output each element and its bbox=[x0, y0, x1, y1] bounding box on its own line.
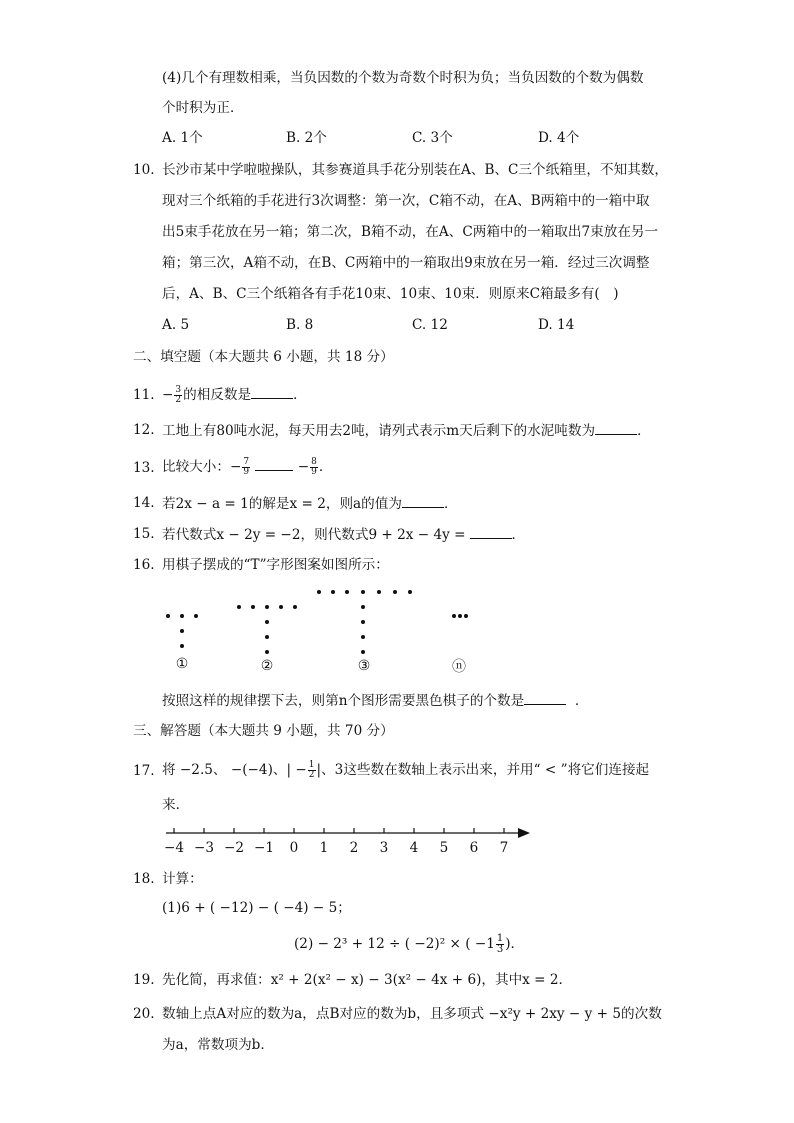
chess-piece bbox=[393, 590, 397, 594]
number-line-tick-label: 3 bbox=[379, 840, 389, 856]
q11-number: 11. bbox=[133, 387, 155, 403]
q19-number: 19. bbox=[133, 972, 155, 988]
q12-text: 工地上有80吨水泥，每天用去2吨，请列式表示m天后剩下的水泥吨数为 ． bbox=[162, 420, 651, 441]
number-line-tick-label: −1 bbox=[253, 840, 275, 856]
figure-label-3: ③ bbox=[357, 658, 371, 674]
q16-answer-blank[interactable] bbox=[524, 690, 566, 705]
chess-piece bbox=[194, 614, 198, 618]
q10-line2: 现对三个纸箱的手花进行3次调整：第一次，C箱不动，在A、B两箱中的一箱中取 bbox=[162, 193, 650, 209]
section-fill-in-title: 二、填空题（本大题共 6 小题，共 18 分） bbox=[133, 349, 394, 365]
q20-line1: 数轴上点A对应的数为a，点B对应的数为b，且多项式 −x²y + 2xy − y + 5的次数 bbox=[162, 1006, 662, 1022]
q9-statement-4-line2: 个时积为正． bbox=[162, 100, 244, 116]
number-line-ticks bbox=[174, 828, 504, 833]
q12-number: 12. bbox=[133, 422, 155, 438]
chess-piece bbox=[361, 635, 365, 639]
q10-line4: 箱；第三次，A箱不动，在B、C两箱中的一箱取出9束放在另一箱．经过三次调整 bbox=[162, 255, 650, 271]
q9-option-c: C. 3个 bbox=[412, 130, 453, 146]
q10-line5: 后，A、B、C三个纸箱各有手花10束、10束、10束．则原来C箱最多有( ) bbox=[162, 286, 619, 302]
chess-piece bbox=[265, 620, 269, 624]
chess-piece bbox=[180, 644, 184, 648]
ellipsis-dot bbox=[464, 614, 468, 618]
figure-label-1: ① bbox=[175, 656, 189, 672]
chess-piece bbox=[345, 590, 349, 594]
chess-piece bbox=[265, 635, 269, 639]
number-line-tick-label: 6 bbox=[469, 840, 479, 856]
chess-piece bbox=[408, 590, 412, 594]
q10-option-a: A. 5 bbox=[162, 317, 190, 333]
q14-answer-blank[interactable] bbox=[402, 493, 444, 508]
q13-fraction-1: $\frac{7}{9}$ bbox=[243, 457, 250, 477]
q10-option-d: D. 14 bbox=[538, 317, 575, 333]
chess-piece bbox=[279, 605, 283, 609]
figure-label-n: ⓝ bbox=[452, 659, 466, 675]
q10-option-b: B. 8 bbox=[286, 317, 314, 333]
q12-answer-blank[interactable] bbox=[595, 420, 637, 435]
chess-piece bbox=[180, 629, 184, 633]
q11-answer-blank[interactable] bbox=[251, 384, 293, 399]
q15-text: 若代数式x − 2y = −2，则代数式9 + 2x − 4y = ． bbox=[162, 524, 525, 545]
chess-piece bbox=[265, 650, 269, 654]
q11-text: − $\frac{3}{2}$ 的相反数是 ． bbox=[162, 385, 307, 405]
number-line-tick-label: 0 bbox=[289, 840, 299, 856]
q10-option-c: C. 12 bbox=[412, 317, 448, 333]
q14-text: 若2x − a = 1的解是x = 2，则a的值为 ． bbox=[162, 493, 458, 514]
chess-piece bbox=[317, 590, 321, 594]
chess-piece bbox=[361, 650, 365, 654]
number-line-tick-label: −2 bbox=[223, 840, 245, 856]
q20-number: 20. bbox=[133, 1006, 155, 1022]
chess-piece bbox=[361, 590, 365, 594]
q16-follow-text: 按照这样的规律摆下去，则第n个图形需要黑色棋子的个数是 ． bbox=[162, 690, 588, 711]
chess-piece bbox=[251, 605, 255, 609]
number-line-tick-label: 1 bbox=[319, 840, 329, 856]
q14-number: 14. bbox=[133, 495, 155, 511]
ellipsis-dot bbox=[458, 614, 462, 618]
chess-piece bbox=[166, 614, 170, 618]
q13-number: 13. bbox=[133, 460, 155, 476]
chess-piece bbox=[331, 590, 335, 594]
q18-part1: (1)6 + ( −12) − ( −4) − 5； bbox=[162, 900, 351, 916]
q15-number: 15. bbox=[133, 526, 155, 542]
ellipsis-dot bbox=[452, 614, 456, 618]
chess-piece bbox=[180, 614, 184, 618]
chess-piece bbox=[361, 605, 365, 609]
q16-number: 16. bbox=[133, 557, 155, 573]
number-line-tick-label: 2 bbox=[349, 840, 359, 856]
number-line-tick-label: −3 bbox=[193, 840, 215, 856]
q17-fraction: $\frac{1}{2}$ bbox=[308, 760, 315, 780]
q16-text: 用棋子摆成的“T”字形图案如图所示： bbox=[162, 557, 389, 573]
section-solve-title: 三、解答题（本大题共 9 小题，共 70 分） bbox=[133, 723, 394, 739]
number-line-tick-label: 5 bbox=[439, 840, 449, 856]
q9-statement-4-line1: (4)几个有理数相乘，当负因数的个数为奇数个时积为负；当负因数的个数为偶数 bbox=[162, 70, 644, 86]
number-line-tick-label: 7 bbox=[499, 840, 509, 856]
q17-line1: 将 −2.5、 −(−4)、| − $\frac{1}{2}$ |、3这些数在数轴上表示出来，并用“ < ”将它们连接起 bbox=[162, 760, 650, 780]
chess-piece bbox=[377, 590, 381, 594]
q18-title: 计算： bbox=[162, 871, 203, 887]
q19-text: 先化简，再求值：x² + 2(x² − x) − 3(x² − 4x + 6)，其中x = 2． bbox=[162, 972, 573, 988]
q18-part2: (2) − 2³ + 12 ÷ ( −2)² × ( −1 $\frac{1}{3}$ )． bbox=[294, 933, 525, 955]
q9-option-b: B. 2个 bbox=[286, 130, 327, 146]
q18-fraction: $\frac{1}{3}$ bbox=[496, 933, 504, 955]
chess-piece bbox=[361, 620, 365, 624]
q9-option-d: D. 4个 bbox=[538, 130, 580, 146]
q13-fraction-2: $\frac{8}{9}$ bbox=[311, 457, 317, 477]
q13-answer-blank[interactable] bbox=[255, 456, 293, 471]
q10-number: 10. bbox=[133, 162, 155, 178]
q9-option-a: A. 1个 bbox=[162, 130, 203, 146]
q11-fraction: $\frac{3}{2}$ bbox=[175, 385, 182, 405]
q13-text: 比较大小：− $\frac{7}{9}$ − $\frac{8}{9}$ ． bbox=[162, 457, 333, 477]
chess-piece bbox=[293, 605, 297, 609]
q15-answer-blank[interactable] bbox=[470, 524, 512, 539]
q18-number: 18. bbox=[133, 871, 155, 887]
arrow-right-icon bbox=[518, 828, 530, 838]
q17-number: 17. bbox=[133, 763, 155, 779]
q17-line2: 来． bbox=[162, 797, 190, 813]
q10-line3: 出5束手花放在另一箱；第二次，B箱不动，在A、C两箱中的一箱取出7束放在另一 bbox=[162, 224, 659, 240]
figure-label-2: ② bbox=[260, 658, 274, 674]
q20-line2: 为a，常数项为b． bbox=[162, 1037, 274, 1053]
number-line-tick-label: 4 bbox=[409, 840, 419, 856]
q10-line1: 长沙市某中学啦啦操队，其参赛道具手花分别装在A、B、C三个纸箱里，不知其数， bbox=[162, 162, 668, 178]
chess-piece bbox=[265, 605, 269, 609]
number-line-tick-label: −4 bbox=[163, 840, 185, 856]
chess-piece bbox=[237, 605, 241, 609]
